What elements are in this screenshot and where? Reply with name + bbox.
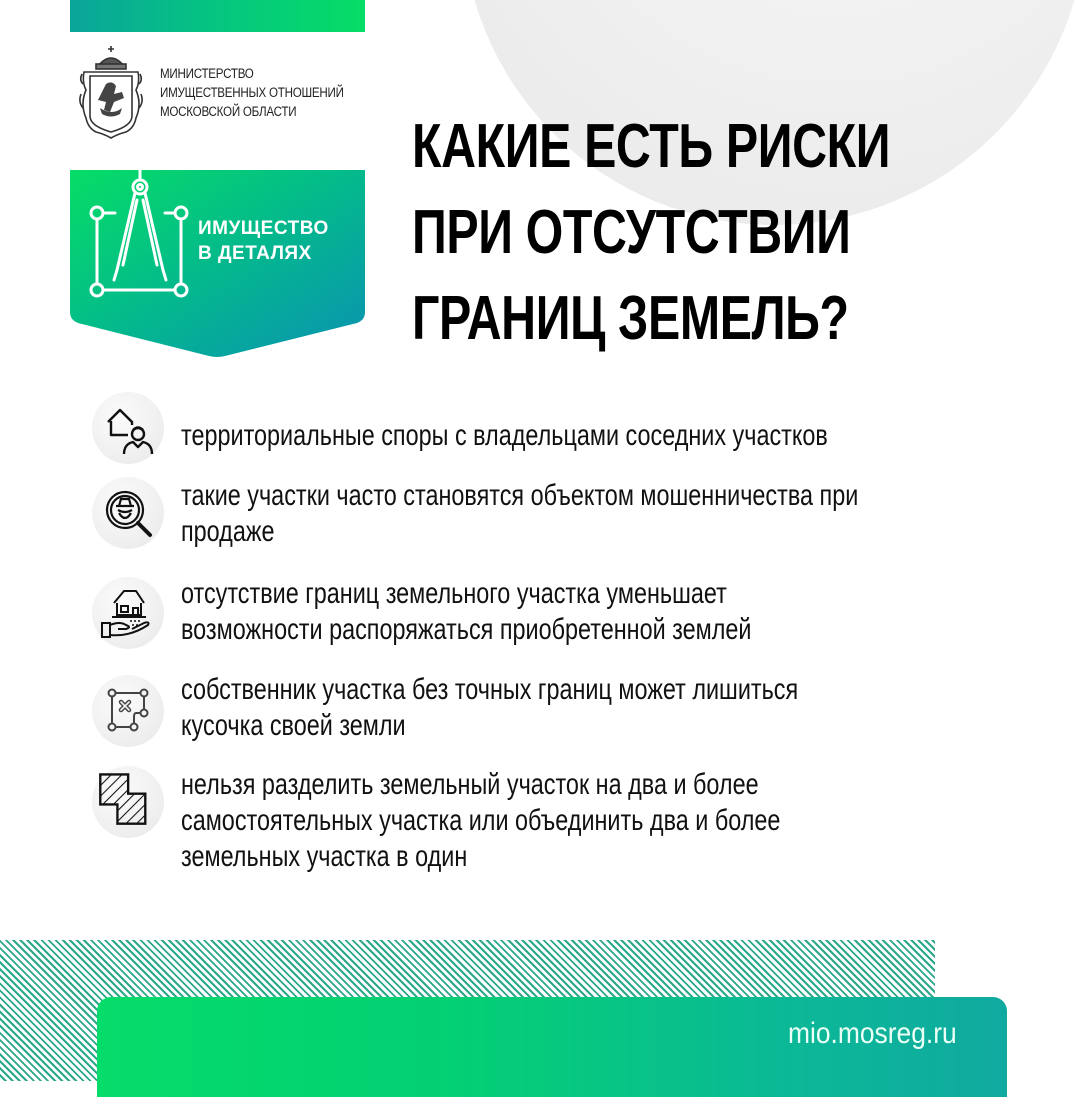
- risk-text: [181, 576, 751, 648]
- footer-bar: [97, 997, 1007, 1097]
- ministry-name: [160, 64, 344, 121]
- risk-text: [181, 672, 798, 744]
- risk-text-line: продаже: [181, 515, 275, 548]
- page-title: [412, 104, 890, 362]
- icon-circle: [92, 675, 164, 747]
- fraud-magnifier-icon: [100, 485, 156, 541]
- icon-circle: [92, 577, 164, 649]
- icon-circle: [92, 477, 164, 549]
- page-title-line-3: ГРАНИЦ ЗЕМЕЛЬ?: [412, 284, 849, 353]
- risk-text-line: отсутствие границ земельного участка уменьшает: [181, 577, 727, 610]
- series-banner: [70, 170, 365, 358]
- risk-text-line: кусочка своей земли: [181, 709, 406, 742]
- coat-of-arms-icon: [78, 44, 144, 140]
- banner-title-line-1: ИМУЩЕСТВО: [198, 218, 329, 239]
- page-title-line-2: ПРИ ОТСУТСТВИИ: [412, 198, 851, 267]
- website-link[interactable]: mio.mosreg.ru: [788, 1017, 957, 1050]
- house-in-hand-icon: [100, 585, 156, 641]
- risk-text: [181, 418, 828, 454]
- banner-title: [198, 216, 329, 266]
- ministry-line-3: МОСКОВСКОЙ ОБЛАСТИ: [160, 103, 297, 119]
- risk-text-line: самостоятельных участка или объединить два и более: [181, 804, 781, 837]
- risk-text-line: территориальные споры с владельцами соседних участков: [181, 419, 828, 452]
- ministry-line-1: МИНИСТЕРСТВО: [160, 65, 254, 81]
- risk-text: [181, 478, 858, 550]
- icon-circle: [92, 766, 164, 838]
- page-title-line-1: КАКИЕ ЕСТЬ РИСКИ: [412, 112, 891, 181]
- risk-text: [181, 767, 780, 875]
- split-plots-icon: [96, 768, 156, 828]
- risk-text-line: нельзя разделить земельный участок на два и более: [181, 768, 759, 801]
- ministry-header: [78, 44, 374, 140]
- ministry-line-2: ИМУЩЕСТВЕННЫХ ОТНОШЕНИЙ: [160, 84, 344, 100]
- house-person-icon: [100, 400, 156, 456]
- banner-title-line-2: В ДЕТАЛЯХ: [198, 243, 312, 264]
- plot-boundary-cross-icon: [100, 683, 156, 739]
- risk-text-line: такие участки часто становятся объектом мошенничества при: [181, 479, 859, 512]
- risk-text-line: земельных участка в один: [181, 840, 468, 873]
- icon-circle: [92, 392, 164, 464]
- risk-text-line: возможности распоряжаться приобретенной землей: [181, 613, 752, 646]
- top-accent-bar: [70, 0, 365, 32]
- risk-text-line: собственник участка без точных границ может лишиться: [181, 673, 799, 706]
- drafting-compass-icon: [80, 170, 200, 310]
